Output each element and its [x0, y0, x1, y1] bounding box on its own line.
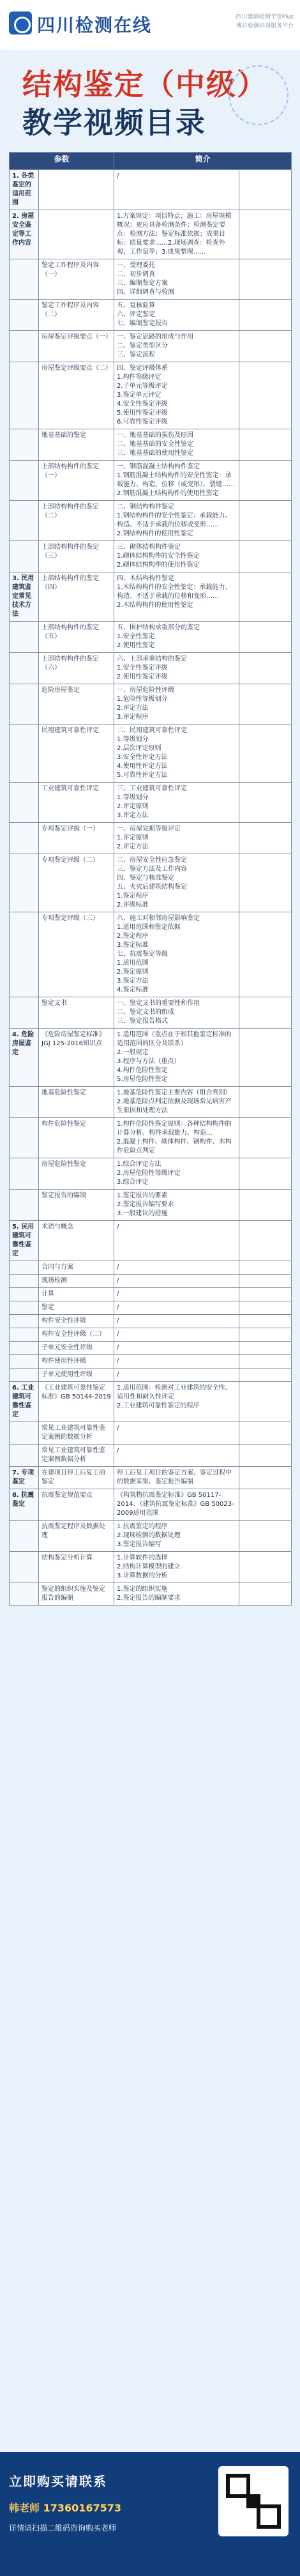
header-right-text [236, 13, 294, 31]
table-cell-module: 危险房屋鉴定 [39, 684, 114, 724]
syllabus-table [9, 152, 292, 1606]
table-cell-intro: 二、房屋安全性应急鉴定 三、鉴定方法及工作内容 四、鉴定与核准鉴定 五、火灾后建筑结构鉴定 1.鉴定程序 2.评级标准 [114, 854, 239, 912]
table-row [10, 362, 292, 429]
table-cell-section [10, 541, 39, 572]
table-row [10, 684, 292, 724]
table-cell-note [239, 362, 292, 429]
table-cell-note [239, 1422, 292, 1445]
table-cell-section: 6. 工业建筑可靠性鉴定 [10, 1382, 39, 1422]
table-cell-intro: 一、地基基础的损伤及原因 二、地基基础的安全性鉴定 三、地基基础的使用性鉴定 [114, 429, 239, 461]
table-cell-module: 鉴定文书 [39, 997, 114, 1029]
table-cell-note [239, 1288, 292, 1301]
table-row [10, 1261, 292, 1275]
table-row [10, 854, 292, 912]
table-cell-section [10, 331, 39, 362]
table-cell-intro: / [114, 1328, 239, 1342]
table-cell-module: 专项鉴定评级（二） [39, 854, 114, 912]
table-cell-intro: / [114, 1288, 239, 1301]
table-cell-note [239, 622, 292, 653]
table-cell-section [10, 1315, 39, 1328]
table-cell-section [10, 854, 39, 912]
table-cell-intro: 《构筑物抗震鉴定标准》GB 50117-2014、《建筑抗震鉴定标准》GB 50023-2009适用范围 [114, 1489, 239, 1521]
footer-subtitle: 详情请扫描二维码咨询购买老师 [9, 2524, 117, 2533]
table-cell-intro: / [114, 1445, 239, 1467]
table-row [10, 461, 292, 501]
table-cell-module: 鉴定工作程序及内容（一） [39, 259, 114, 300]
table-cell-note [239, 1552, 292, 1583]
table-row [10, 1221, 292, 1261]
table-cell-note [239, 572, 292, 622]
table-cell-module: 地基基础的鉴定 [39, 429, 114, 461]
table-cell-note [239, 783, 292, 823]
table-cell-module: 子单元使用性评级 [39, 1368, 114, 1382]
header-right-line-2: 博日检测培训服务平台 [236, 23, 294, 29]
table-cell-note [239, 823, 292, 854]
table-cell-module: 鉴定的组织实施及鉴定报告的编制 [39, 1583, 114, 1606]
table-cell-section [10, 1521, 39, 1552]
qr-code-icon[interactable] [218, 2466, 289, 2536]
table-cell-intro: / [114, 170, 239, 210]
table-cell-note [239, 1368, 292, 1382]
table-row [10, 331, 292, 362]
table-cell-section: 8. 抗震鉴定 [10, 1489, 39, 1521]
table-cell-intro: 四、鉴定评级体系 1.构件等级评定 2.子单元等级评定 3.鉴定单元评定 4.安全性鉴定评级 5.使用性鉴定评级 6.可靠性鉴定评级 [114, 362, 239, 429]
table-cell-intro: 三、工业建筑可靠性评定 1.等级划分 2.评定原则 3.评定方法 [114, 783, 239, 823]
table-cell-section [10, 1445, 39, 1467]
table-row [10, 1118, 292, 1158]
table-cell-module: 鉴定工作程序及内容（二） [39, 300, 114, 331]
table-row [10, 912, 292, 997]
table-cell-section: 1. 各类鉴定的适用范围 [10, 170, 39, 210]
table-cell-intro: 六、上部承重结构的鉴定 1.安全性鉴定评级 2.使用性鉴定评级 [114, 653, 239, 684]
table-cell-note [239, 1087, 292, 1118]
table-row [10, 300, 292, 331]
table-cell-note [239, 724, 292, 783]
table-cell-module: 构件安全性评级（二） [39, 1328, 114, 1342]
table-row [10, 1315, 292, 1328]
table-cell-module: 子单元安全性评级 [39, 1342, 114, 1355]
table-cell-intro: / [114, 1315, 239, 1328]
table-row [10, 1342, 292, 1355]
table-cell-intro: 五、复核验算 六、评定鉴定 七、编制鉴定报告 [114, 300, 239, 331]
table-cell-note [239, 300, 292, 331]
table-cell-note [239, 259, 292, 300]
table-cell-intro: 三、砌体结构构件鉴定 1.砌体结构构件的安全性鉴定 2.砌体结构构件的使用性鉴定 [114, 541, 239, 572]
table-cell-note [239, 1190, 292, 1221]
table-cell-section [10, 362, 39, 429]
table-cell-note [239, 653, 292, 684]
table-cell-section [10, 1288, 39, 1301]
top-bar [0, 0, 300, 50]
hero-title-line-1: 结构鉴定（中级） [22, 67, 267, 102]
table-cell-module: 上部结构构件的鉴定（五） [39, 622, 114, 653]
table-cell-intro: 1.综合评定方法 2.房屋危险性等级评定 3.综合评定 [114, 1158, 239, 1190]
table-cell-note [239, 1118, 292, 1158]
table-row [10, 1368, 292, 1382]
table-cell-module: 地基危险性鉴定 [39, 1087, 114, 1118]
table-cell-module: 计算 [39, 1288, 114, 1301]
table-cell-note [239, 1221, 292, 1261]
footer [0, 2452, 300, 2576]
table-cell-module: 上部结构构件的鉴定（六） [39, 653, 114, 684]
table-cell-module: 抗震鉴定规范要点 [39, 1489, 114, 1521]
table-row [10, 1029, 292, 1087]
table-cell-module: 鉴定报告的编制 [39, 1190, 114, 1221]
table-cell-section [10, 684, 39, 724]
table-cell-note [239, 210, 292, 259]
table-cell-section: 4. 危险房屋鉴定 [10, 1029, 39, 1087]
table-cell-intro: / [114, 1355, 239, 1368]
table-cell-section [10, 1087, 39, 1118]
table-cell-section [10, 1118, 39, 1158]
table-cell-intro: / [114, 1368, 239, 1382]
table-cell-intro: / [114, 1275, 239, 1288]
table-cell-module: 房屋鉴定评级要点（一） [39, 331, 114, 362]
table-cell-note [239, 1445, 292, 1467]
table-row [10, 1288, 292, 1301]
table-cell-section [10, 823, 39, 854]
table-cell-intro: 一、鉴定思路的形成与作用 二、鉴定类型区分 三、鉴定流程 [114, 331, 239, 362]
table-cell-module: 构件危险性鉴定 [39, 1118, 114, 1158]
table-body [10, 170, 292, 1606]
table-cell-note [239, 1275, 292, 1288]
table-cell-note [239, 1467, 292, 1489]
table-cell-intro: 1.鉴定的组织实施 2.鉴定报告的编制要求 [114, 1583, 239, 1606]
table-row [10, 622, 292, 653]
table-cell-intro: / [114, 1261, 239, 1275]
table-row [10, 1158, 292, 1190]
table-row [10, 429, 292, 461]
table-cell-note [239, 1158, 292, 1190]
table-cell-section [10, 1342, 39, 1355]
table-cell-section [10, 300, 39, 331]
table-row [10, 997, 292, 1029]
table-cell-note [239, 461, 292, 501]
table-row [10, 1275, 292, 1288]
table-cell-section [10, 1158, 39, 1190]
brand-name: 四川检测在线 [37, 15, 153, 36]
table-cell-section [10, 1355, 39, 1368]
table-cell-note [239, 684, 292, 724]
table-cell-section [10, 461, 39, 501]
table-cell-module [39, 170, 114, 210]
table-cell-module: 术语与概念 [39, 1221, 114, 1261]
table-cell-note [239, 1382, 292, 1422]
table-cell-intro: 一、受理委托 二、初步调查 三、编制鉴定方案 四、详细调查与检测 [114, 259, 239, 300]
table-header-param: 参数 [10, 153, 114, 170]
table-cell-note [239, 1342, 292, 1355]
table-row [10, 1190, 292, 1221]
footer-title: 立即购买请联系 [9, 2474, 107, 2489]
table-cell-intro: 二、钢结构构件鉴定 1.钢结构构件的安全性鉴定：承载能力、构造、不适于承载的位移或变形…… 2.钢结构构件的使用性鉴定 [114, 501, 239, 541]
table-cell-section [10, 429, 39, 461]
table-cell-note [239, 1328, 292, 1342]
table-cell-note [239, 1521, 292, 1552]
table-cell-intro: 一、房屋危险性评级 1.危险性等级划分 2.评定方法 3.评定程序 [114, 684, 239, 724]
table-cell-section [10, 912, 39, 997]
table-cell-module: 上部结构构件的鉴定（三） [39, 541, 114, 572]
table-cell-section: 5. 民用建筑可靠性鉴定 [10, 1221, 39, 1261]
table-row [10, 1552, 292, 1583]
table-cell-note [239, 501, 292, 541]
table-cell-section [10, 259, 39, 300]
table-row [10, 541, 292, 572]
table-row [10, 783, 292, 823]
table-row [10, 1467, 292, 1489]
table-cell-module: 结构鉴定分析计算 [39, 1552, 114, 1583]
table-cell-section [10, 997, 39, 1029]
table-cell-note [239, 1261, 292, 1275]
table-cell-intro: / [114, 1221, 239, 1261]
table-cell-intro: 1.适用范围：检测对工业建筑的安全性、适用性和耐久性评定 2.工业建筑可靠性鉴定的程序 [114, 1382, 239, 1422]
table-cell-section [10, 1422, 39, 1445]
table-cell-note [239, 854, 292, 912]
table-row [10, 1328, 292, 1342]
table-cell-section [10, 1583, 39, 1606]
table-cell-intro: / [114, 1342, 239, 1355]
table-cell-module: 常见工业建筑可靠性鉴定案例的数据分析 [39, 1422, 114, 1445]
table-cell-module: 工业建筑可靠性评定 [39, 783, 114, 823]
syllabus-table-container [9, 152, 291, 2452]
table-cell-module: 构件使用性评级 [39, 1355, 114, 1368]
hero-title-line-2: 教学视频目录 [22, 105, 206, 140]
table-cell-module: 房屋危险性鉴定 [39, 1158, 114, 1190]
table-row [10, 1087, 292, 1118]
table-cell-section [10, 1368, 39, 1382]
table-cell-section [10, 1552, 39, 1583]
table-cell-module [39, 210, 114, 259]
table-cell-module: 上部结构构件的鉴定（四） [39, 572, 114, 622]
table-row [10, 1301, 292, 1315]
table-cell-intro: 1.方案规定：项目特点；施工：房屋规模概况；更应具备检测条件；检测鉴定要点：检测方法；鉴定标准依据；成果目标：质量要求……2.现场调查：检查外观、工作量等；3.成果整理…… [114, 210, 239, 259]
table-cell-intro: 1.计算软件的选择 2.结构计算模型的建立 3.计算数据的分析 [114, 1552, 239, 1583]
table-cell-intro: 一、鉴定文书的重要性和作用 二、鉴定文书的组成 三、鉴定报告格式 [114, 997, 239, 1029]
table-cell-section [10, 724, 39, 783]
table-cell-section: 2. 房屋安全鉴定等工作内容 [10, 210, 39, 259]
table-row [10, 1422, 292, 1445]
table-cell-module: 专项鉴定评级（三） [39, 912, 114, 997]
table-cell-intro: 1.构件危险性鉴定原则：各种结构构件的计算分析、构件承载能力、构造… 2.混凝土构件、砌体构件、钢构件、木构件危险点判定 [114, 1118, 239, 1158]
table-cell-module: 上部结构构件的鉴定（二） [39, 501, 114, 541]
table-cell-section [10, 1301, 39, 1315]
table-cell-module: 现场检测 [39, 1275, 114, 1288]
table-cell-module: 构件安全性评级 [39, 1315, 114, 1328]
table-cell-note [239, 1355, 292, 1368]
table-header-row [10, 153, 292, 170]
table-cell-intro: 1.地基危险性鉴定主要内容（组合判别） 2.地基危险点判定依据及现场常见病害产生原因和处理方法 [114, 1087, 239, 1118]
table-cell-note [239, 429, 292, 461]
hero [0, 50, 300, 152]
table-row [10, 259, 292, 300]
table-cell-note [239, 1583, 292, 1606]
table-row [10, 572, 292, 622]
table-cell-note [239, 541, 292, 572]
table-cell-intro: 四、木结构构件鉴定 1.木结构构件的安全性鉴定：承载能力、构造、不适于承载的位移和变形…… 2.木结构构件的使用性鉴定 [114, 572, 239, 622]
table-cell-intro: 1.鉴定报告的要素 2.鉴定报告编写要求 3.一般建议的措施 [114, 1190, 239, 1221]
table-cell-intro: 1.适用范围（重点在于和其他鉴定标准的适用范围的区分及联系） 2.一般规定 3.程序与方法（重点） 4.构件危险性鉴定 5.房屋危险性鉴定 [114, 1029, 239, 1087]
table-cell-note [239, 1489, 292, 1521]
table-cell-note [239, 1315, 292, 1328]
table-cell-module: 常见工业建筑可靠性鉴定案例数据分析 [39, 1445, 114, 1467]
qr-code-center-icon [246, 2494, 260, 2508]
footer-content [9, 2471, 200, 2549]
footer-contact[interactable]: 韩老师 17360167573 [9, 2502, 122, 2514]
table-cell-intro: 停工后复工项目的鉴定方案、鉴定过程中的数据采集、鉴定报告编制 [114, 1467, 239, 1489]
table-cell-note [239, 1301, 292, 1315]
logo-icon [9, 12, 32, 34]
table-cell-module: 专项鉴定评级（一） [39, 823, 114, 854]
table-row [10, 823, 292, 854]
table-row [10, 1489, 292, 1521]
hero-decoration-icon [229, 65, 289, 125]
table-cell-note [239, 170, 292, 210]
table-cell-section [10, 1261, 39, 1275]
table-cell-note [239, 1029, 292, 1087]
table-row [10, 210, 292, 259]
table-cell-section: 3. 民用建筑鉴定常见技术方法 [10, 572, 39, 622]
table-cell-module: 《工业建筑可靠性鉴定标准》GB 50144-2019 [39, 1382, 114, 1422]
table-row [10, 1521, 292, 1552]
table-cell-intro: 五、围护结构承重部分的鉴定 1.安全性鉴定 2.使用性鉴定 [114, 622, 239, 653]
table-cell-note [239, 331, 292, 362]
table-row [10, 1583, 292, 1606]
table-cell-section [10, 1190, 39, 1221]
table-cell-intro: 二、民用建筑可靠性评定 1.等级划分 2.层次评定原则 3.安全性评定方法 4.使用性评定方法 5.可靠性评定方法 [114, 724, 239, 783]
table-cell-intro: 六、施工对相邻房屋影响鉴定 1.适用范围和鉴定依据 2.鉴定程序 3.鉴定标准 七、抗震鉴定等级 1.适用范围 2.鉴定原则 3.鉴定方法 4.鉴定标准 [114, 912, 239, 997]
table-cell-section [10, 1328, 39, 1342]
table-row [10, 170, 292, 210]
table-cell-note [239, 997, 292, 1029]
table-cell-section [10, 653, 39, 684]
table-cell-module: 合同与方案 [39, 1261, 114, 1275]
table-cell-module: 上部结构构件的鉴定（一） [39, 461, 114, 501]
table-cell-intro: / [114, 1301, 239, 1315]
table-row [10, 653, 292, 684]
table-row [10, 1445, 292, 1467]
table-row [10, 501, 292, 541]
table-cell-section [10, 501, 39, 541]
table-cell-module: 在建项目停工后复工前鉴定 [39, 1467, 114, 1489]
table-cell-intro: / [114, 1422, 239, 1445]
table-cell-intro: 一、钢筋混凝土结构构件鉴定 1.钢筋混凝土结构构件的安全性鉴定：承载能力、构造、位移（或变形）、裂缝…… 2.钢筋混凝土结构构件的使用性鉴定 [114, 461, 239, 501]
table-cell-module: 抗震鉴定程序及数据处理 [39, 1521, 114, 1552]
table-cell-module: 房屋鉴定评级要点（二） [39, 362, 114, 429]
table-cell-section [10, 783, 39, 823]
table-header-intro: 简介 [114, 153, 292, 170]
table-cell-module: 鉴定 [39, 1301, 114, 1315]
table-cell-intro: 1.抗震鉴定的程序 2.现场检测的数据处理 3.鉴定报告编写 [114, 1521, 239, 1552]
table-cell-section [10, 1275, 39, 1288]
table-row [10, 1355, 292, 1368]
table-row [10, 1382, 292, 1422]
table-cell-note [239, 912, 292, 997]
table-cell-section: 7. 专项鉴定 [10, 1467, 39, 1489]
table-cell-module: 民用建筑可靠性评定 [39, 724, 114, 783]
table-row [10, 724, 292, 783]
header-right-line-1: 四川建测检测学堂Plus [236, 14, 294, 20]
table-cell-module: 《危险房屋鉴定标准》JGJ 125-2016知识点 [39, 1029, 114, 1087]
table-cell-section [10, 622, 39, 653]
table-cell-intro: 一、房屋完损等级评定 1.评定原则 2.评定方法 [114, 823, 239, 854]
